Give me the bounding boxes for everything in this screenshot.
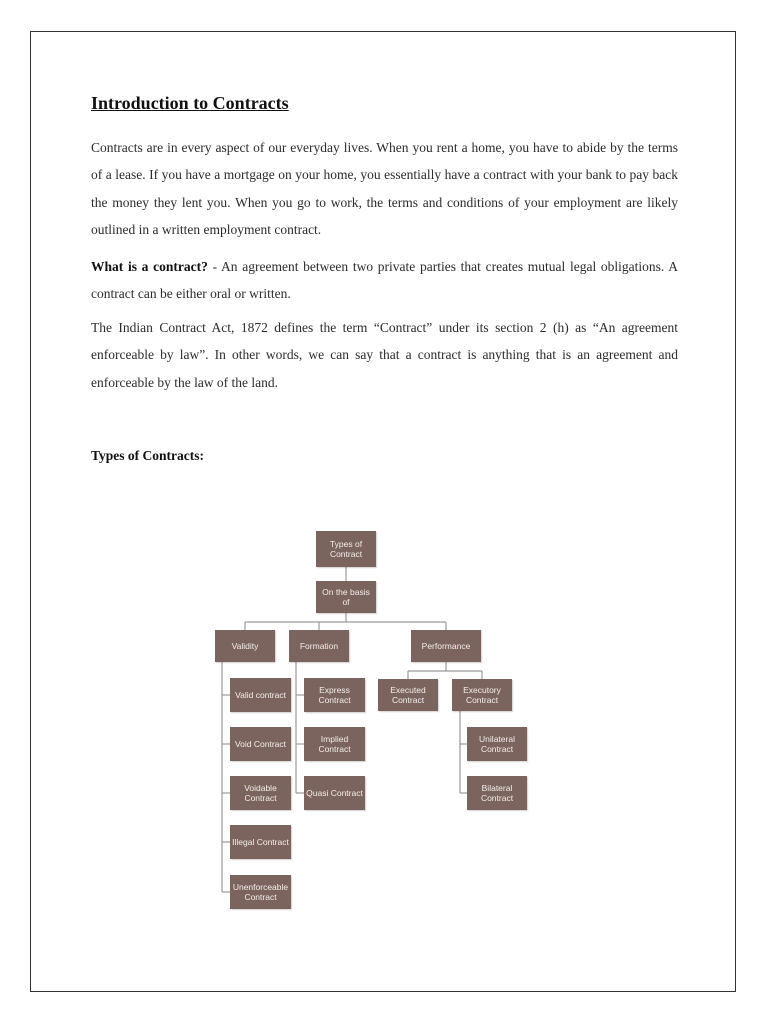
document-title: Introduction to Contracts	[91, 93, 289, 113]
diagram-performance-node: Performance	[411, 630, 481, 662]
diagram-validity-item: Valid contract	[230, 678, 291, 712]
definition-paragraph	[91, 253, 678, 308]
contract-act-paragraph: The Indian Contract Act, 1872 defines the term “Contract” under its section 2 (h) as “An agreement enforceable by law”. In other words, we can say that a contract is anything that is an agreement and enforceable by the law of the land.	[91, 320, 678, 390]
diagram-formation-item: Quasi Contract	[304, 776, 365, 810]
diagram-root-node: Types of Contract	[316, 531, 376, 567]
diagram-executed-node: Executed Contract	[378, 679, 438, 711]
types-heading: Types of Contracts:	[91, 448, 204, 463]
diagram-validity-item: Void Contract	[230, 727, 291, 761]
diagram-executory-node: Executory Contract	[452, 679, 512, 711]
diagram-validity-node: Validity	[215, 630, 275, 662]
diagram-validity-item: Voidable Contract	[230, 776, 291, 810]
diagram-formation-item: Express Contract	[304, 678, 365, 712]
intro-paragraph: Contracts are in every aspect of our everyday lives. When you rent a home, you have to abide by the terms of a lease. If you have a mortgage on your home, you essentially have a contract with your bank to pay back the money they lent you. When you go to work, the terms and conditions of your employment are likely outlined in a written employment contract.	[91, 140, 678, 237]
definition-label: What is a contract?	[91, 259, 208, 274]
diagram-validity-item: Unenforceable Contract	[230, 875, 291, 909]
diagram-formation-item: Implied Contract	[304, 727, 365, 761]
diagram-formation-node: Formation	[289, 630, 349, 662]
diagram-executory-item: Bilateral Contract	[467, 776, 527, 810]
diagram-executory-item: Unilateral Contract	[467, 727, 527, 761]
diagram-basis-node: On the basis of	[316, 581, 376, 613]
definition-text: - An agreement between two private parties that creates mutual legal obligations. A contract can be either oral or written.	[91, 259, 679, 302]
diagram-validity-item: Illegal Contract	[230, 825, 291, 859]
